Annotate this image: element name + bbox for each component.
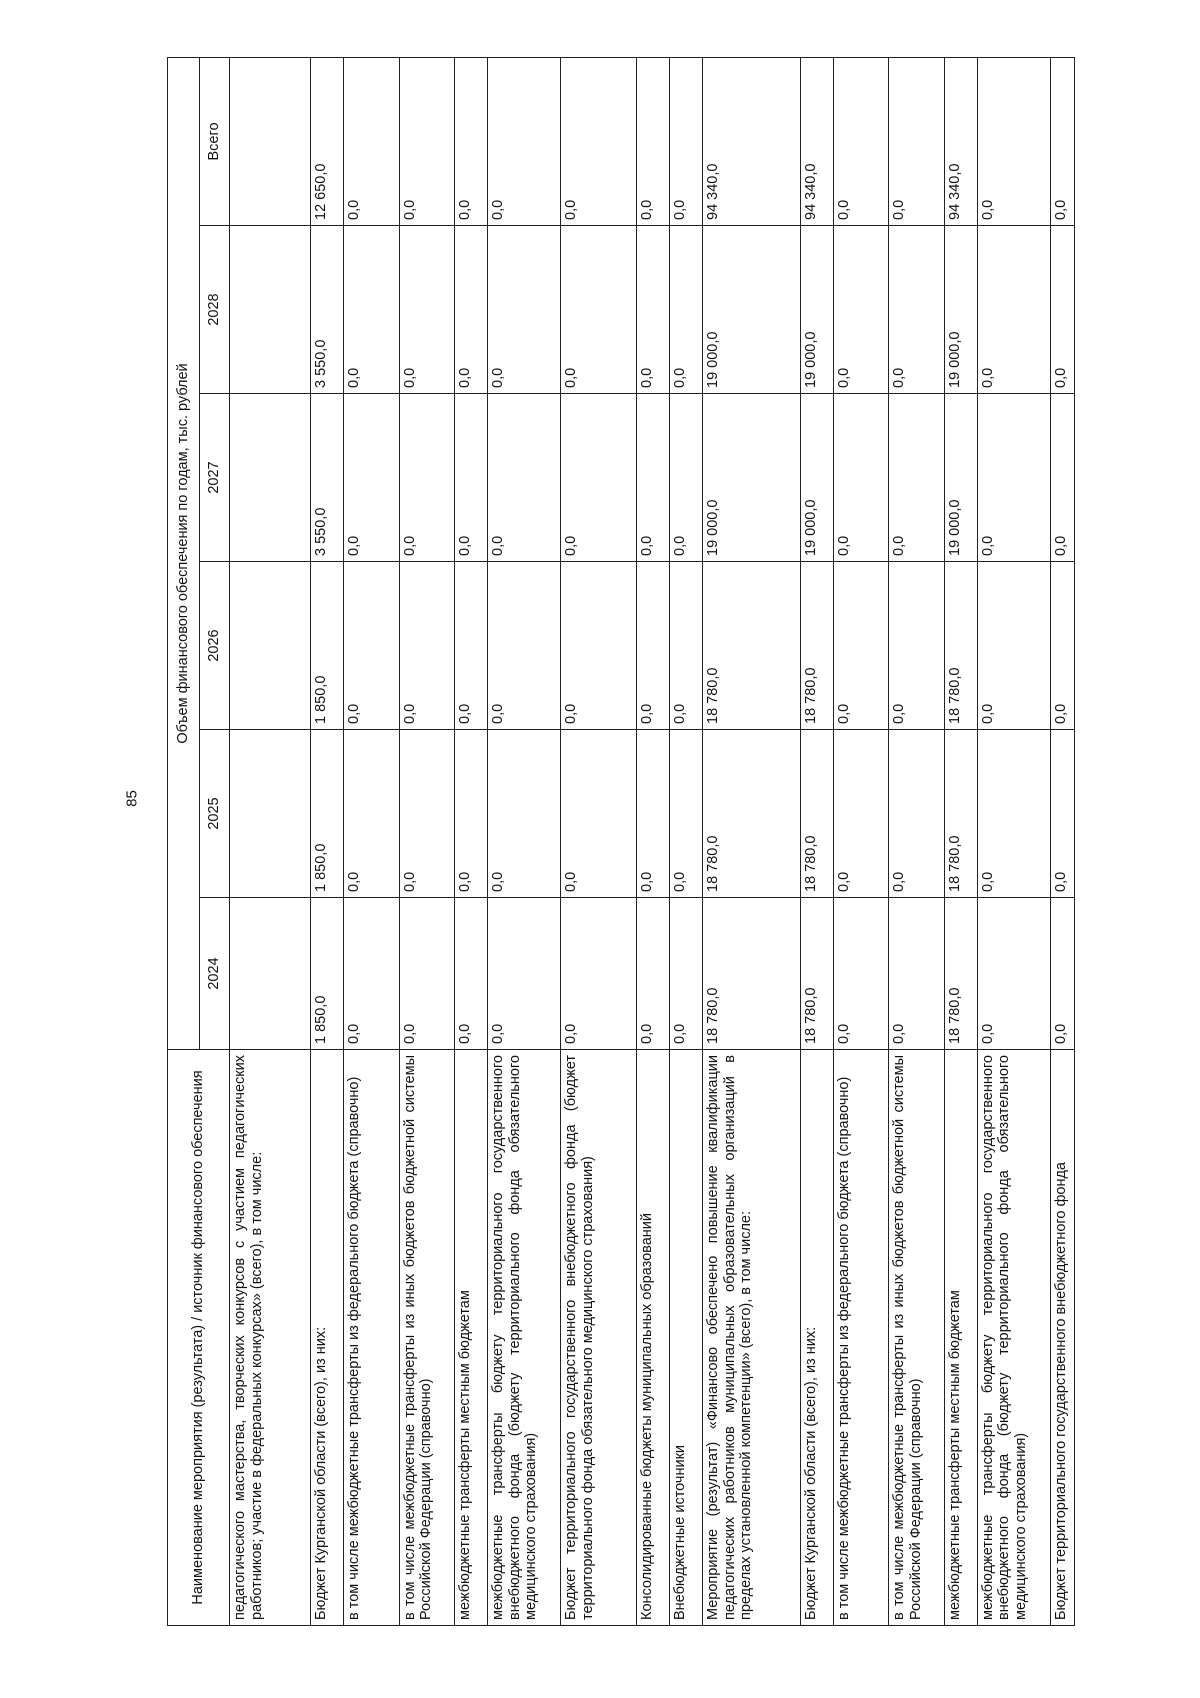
row-value: 0,0 [1051,730,1075,898]
row-name: Бюджет Курганской области (всего), из них: [800,1050,833,1626]
row-total: 0,0 [488,58,561,226]
table-row [1051,58,1075,1626]
row-name: межбюджетные трансферты бюджету территориального государственного внебюджетного фонда (бюджету территориального фонда обязательного медицинского страхования) [488,1050,561,1626]
row-total [230,58,311,226]
row-value: 0,0 [454,394,487,562]
table-row [703,58,801,1626]
row-name: межбюджетные трансферты бюджету территориального государственного внебюджетного фонда (бюджету территориального фонда обязательного медицинского страхования) [977,1050,1050,1626]
header-year: 2028 [200,226,230,394]
row-value: 0,0 [399,730,454,898]
row-value: 0,0 [889,730,944,898]
row-value: 0,0 [977,730,1050,898]
row-value: 0,0 [454,562,487,730]
row-total: 0,0 [454,58,487,226]
page-number: 85 [123,790,141,807]
row-value: 0,0 [977,226,1050,394]
row-value: 0,0 [454,898,487,1050]
row-value: 0,0 [561,898,636,1050]
row-value: 0,0 [669,562,702,730]
rotated-table-container [167,58,1075,1626]
row-value: 0,0 [488,394,561,562]
row-name: в том числе межбюджетные трансферты из федерального бюджета (справочно) [344,1050,399,1626]
row-name: Бюджет территориального государственного внебюджетного фонда (бюджет территориального фонда обязательного медицинского страхования) [561,1050,636,1626]
table-row [399,58,454,1626]
row-value: 0,0 [561,562,636,730]
row-value: 18 780,0 [944,730,977,898]
row-name: в том числе межбюджетные трансферты из федерального бюджета (справочно) [833,1050,888,1626]
row-value: 0,0 [1051,226,1075,394]
row-total: 0,0 [636,58,669,226]
row-value: 0,0 [636,394,669,562]
row-value: 0,0 [669,730,702,898]
table-body [230,58,1075,1626]
row-value: 19 000,0 [800,226,833,394]
row-value: 3 550,0 [310,226,343,394]
row-value: 0,0 [889,898,944,1050]
row-value: 19 000,0 [703,394,801,562]
row-value: 0,0 [889,394,944,562]
table-row [561,58,636,1626]
row-name: Бюджет территориального государственного внебюджетного фонда [1051,1050,1075,1626]
row-value: 0,0 [977,394,1050,562]
header-year: 2027 [200,394,230,562]
row-total: 0,0 [669,58,702,226]
budget-table [167,57,1075,1626]
row-value: 0,0 [399,562,454,730]
header-year: 2025 [200,730,230,898]
row-value: 19 000,0 [944,226,977,394]
row-total: 12 650,0 [310,58,343,226]
row-name: Внебюджетные источники [669,1050,702,1626]
row-total: 94 340,0 [944,58,977,226]
row-name: Мероприятие (результат) «Финансово обеспечено повышение квалификации педагогических работников муниципальных образовательных организаций в пределах установленной компетенции» (всего), в том числе: [703,1050,801,1626]
header-total: Всего [200,58,230,226]
table-row [310,58,343,1626]
row-value: 0,0 [454,730,487,898]
row-value: 0,0 [669,226,702,394]
row-value: 19 000,0 [800,394,833,562]
row-value [230,898,311,1050]
row-name: в том числе межбюджетные трансферты из иных бюджетов бюджетной системы Российской Федерации (справочно) [889,1050,944,1626]
table-row [889,58,944,1626]
row-value: 0,0 [344,898,399,1050]
row-name: Консолидированные бюджеты муниципальных образований [636,1050,669,1626]
row-value: 0,0 [977,562,1050,730]
row-value: 18 780,0 [703,730,801,898]
row-value: 0,0 [1051,394,1075,562]
table-row [230,58,311,1626]
row-value: 18 780,0 [703,562,801,730]
row-value: 0,0 [561,226,636,394]
row-name: межбюджетные трансферты местным бюджетам [454,1050,487,1626]
row-value: 0,0 [488,226,561,394]
row-value: 18 780,0 [800,898,833,1050]
row-value: 0,0 [833,226,888,394]
row-value: 18 780,0 [800,730,833,898]
row-value: 0,0 [488,898,561,1050]
row-value: 1 850,0 [310,562,343,730]
row-total: 0,0 [344,58,399,226]
row-value: 0,0 [636,226,669,394]
table-row [800,58,833,1626]
row-value: 0,0 [977,898,1050,1050]
row-value: 0,0 [561,394,636,562]
row-value: 0,0 [889,562,944,730]
row-value: 0,0 [1051,898,1075,1050]
header-year: 2024 [200,898,230,1050]
row-total: 0,0 [1051,58,1075,226]
header-name-column: Наименование мероприятия (результата) / источник финансового обеспечения [168,1050,230,1626]
table-row [344,58,399,1626]
row-value: 0,0 [454,226,487,394]
row-value: 0,0 [669,898,702,1050]
row-name: межбюджетные трансферты местным бюджетам [944,1050,977,1626]
header-funding-group: Объем финансового обеспечения по годам, тыс. рублей [168,58,200,1050]
row-value: 0,0 [399,394,454,562]
row-value: 3 550,0 [310,394,343,562]
row-total: 94 340,0 [703,58,801,226]
row-value: 0,0 [344,562,399,730]
row-name: в том числе межбюджетные трансферты из иных бюджетов бюджетной системы Российской Федерации (справочно) [399,1050,454,1626]
header-year: 2026 [200,562,230,730]
table-row [488,58,561,1626]
row-value: 0,0 [399,226,454,394]
row-value: 0,0 [488,562,561,730]
table-row [833,58,888,1626]
row-value: 0,0 [833,730,888,898]
row-value: 0,0 [636,562,669,730]
row-value [230,562,311,730]
row-value [230,226,311,394]
row-value: 0,0 [889,226,944,394]
row-value: 0,0 [488,730,561,898]
row-total: 0,0 [977,58,1050,226]
table-row [636,58,669,1626]
row-total: 0,0 [889,58,944,226]
row-value: 0,0 [636,898,669,1050]
row-value: 0,0 [669,394,702,562]
row-value: 0,0 [1051,562,1075,730]
row-value: 19 000,0 [944,394,977,562]
row-value [230,394,311,562]
row-value: 18 780,0 [800,562,833,730]
row-value: 18 780,0 [944,898,977,1050]
row-total: 0,0 [399,58,454,226]
row-value: 18 780,0 [703,898,801,1050]
row-value: 0,0 [833,898,888,1050]
row-value: 0,0 [833,562,888,730]
row-value: 1 850,0 [310,730,343,898]
row-total: 0,0 [833,58,888,226]
row-value: 0,0 [399,898,454,1050]
table-row [944,58,977,1626]
row-value: 19 000,0 [703,226,801,394]
row-value: 18 780,0 [944,562,977,730]
table-header [168,58,230,1626]
row-name: Бюджет Курганской области (всего), из них: [310,1050,343,1626]
row-value: 0,0 [344,226,399,394]
table-row [669,58,702,1626]
row-total: 94 340,0 [800,58,833,226]
row-value: 0,0 [344,394,399,562]
row-value [230,730,311,898]
row-value: 0,0 [636,730,669,898]
row-value: 0,0 [344,730,399,898]
row-name: педагогического мастерства, творческих конкурсов с участием педагогических работников; участие в федеральных конкурсах» (всего), в том числе: [230,1050,311,1626]
row-value: 1 850,0 [310,898,343,1050]
row-total: 0,0 [561,58,636,226]
table-row [454,58,487,1626]
table-row [977,58,1050,1626]
row-value: 0,0 [833,394,888,562]
row-value: 0,0 [561,730,636,898]
